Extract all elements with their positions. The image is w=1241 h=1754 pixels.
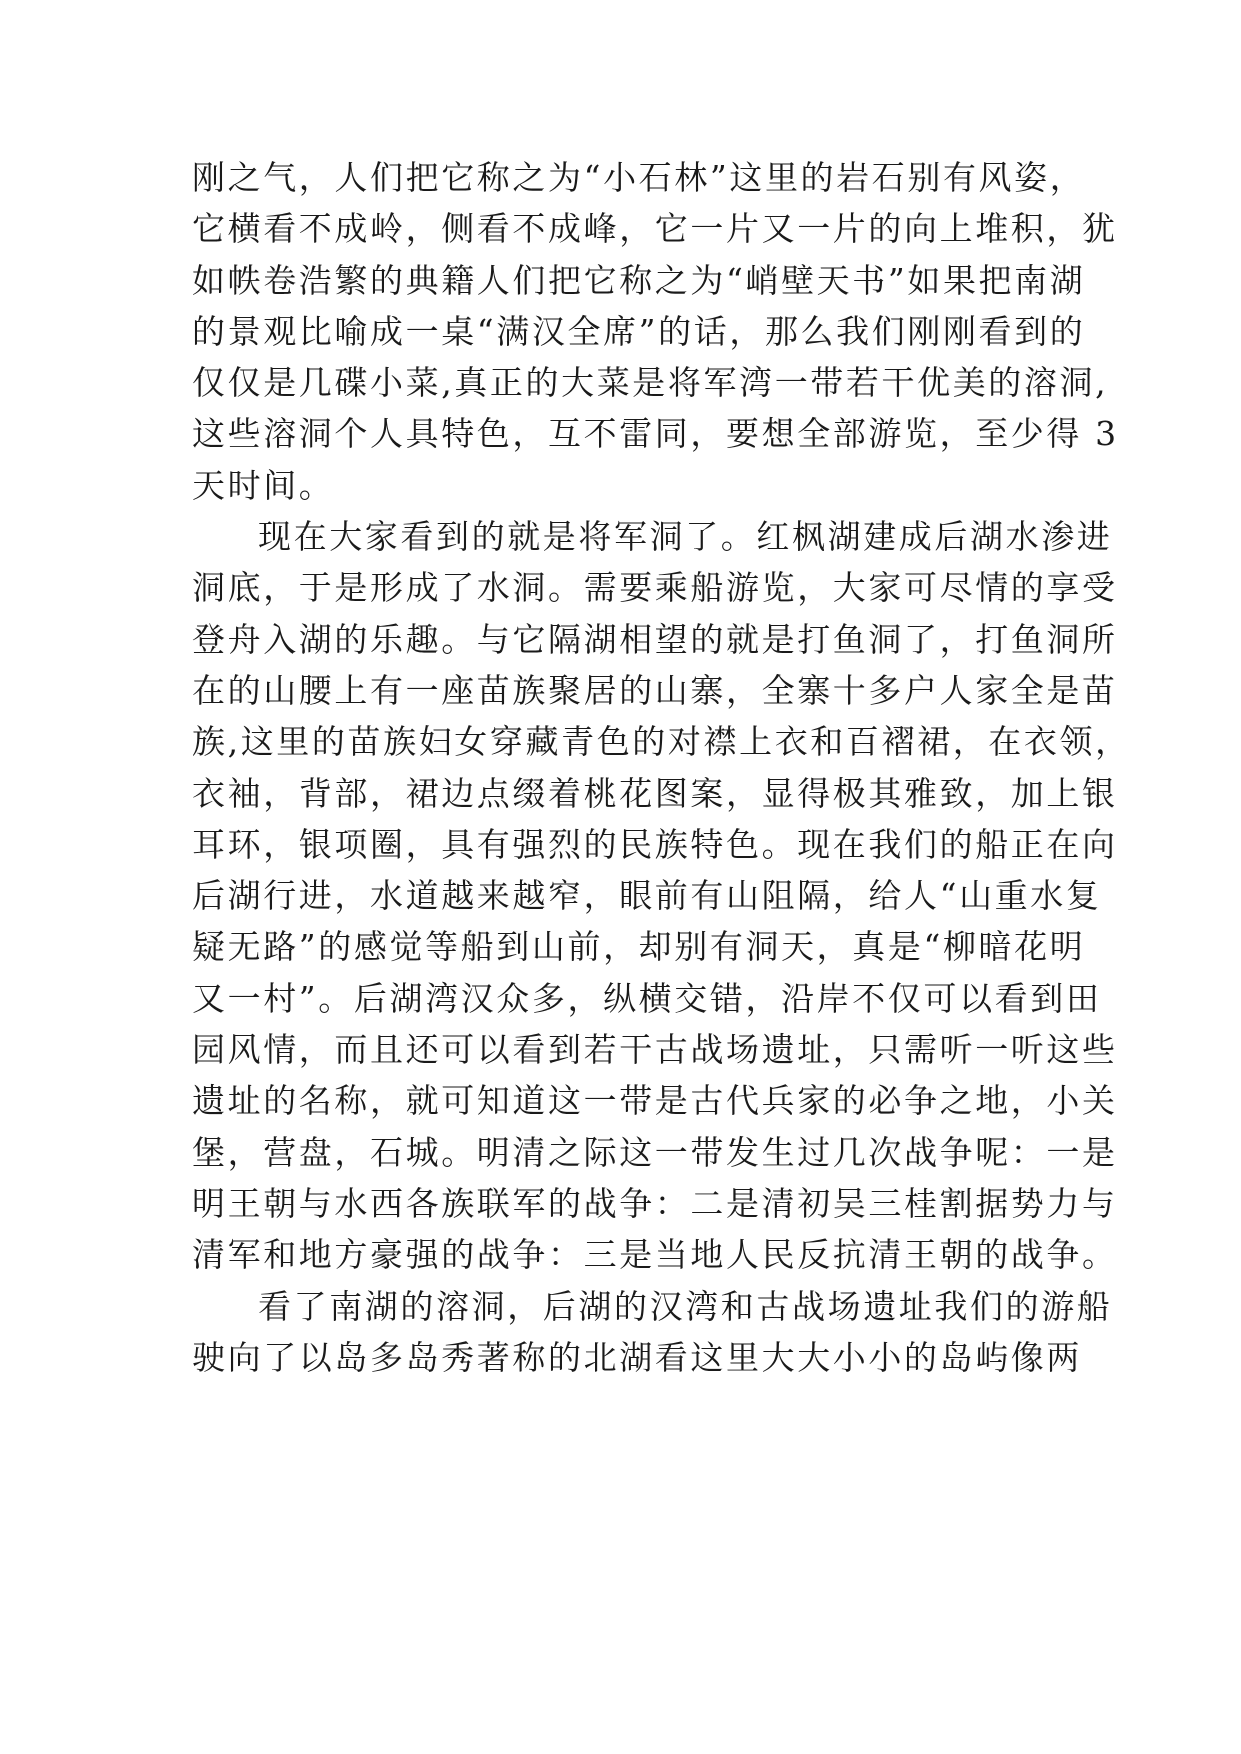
text-line: 仅仅是几碟小菜,真正的大菜是将军湾一带若干优美的溶洞,	[192, 363, 1109, 403]
document-body	[192, 152, 1131, 1383]
text-line: 天时间。	[192, 465, 335, 505]
text-line: 堡，营盘，石城。明清之际这一带发生过几次战争呢：一是	[192, 1132, 1118, 1172]
text-line: 现在大家看到的就是将军洞了。红枫湖建成后湖水渗进	[258, 517, 1113, 557]
text-line: 园风情，而且还可以看到若干古战场遗址，只需听一听这些	[192, 1030, 1118, 1070]
text-line: 疑无路”的感觉等船到山前，却别有洞天，真是“柳暗花明	[192, 927, 1086, 967]
text-line: 在的山腰上有一座苗族聚居的山寨，全寨十多户人家全是苗	[192, 670, 1118, 710]
text-line: 又一村”。后湖湾汉众多，纵横交错，沿岸不仅可以看到田	[192, 978, 1102, 1018]
paragraph-2	[192, 511, 1131, 1280]
text-line: 的景观比喻成一桌“满汉全席”的话，那么我们刚刚看到的	[192, 311, 1086, 351]
text-line: 它横看不成岭，侧看不成峰，它一片又一片的向上堆积，犹	[192, 209, 1118, 249]
text-line: 遗址的名称，就可知道这一带是古代兵家的必争之地，小关	[192, 1081, 1118, 1121]
text-line: 清军和地方豪强的战争：三是当地人民反抗清王朝的战争。	[192, 1235, 1118, 1275]
paragraph-1	[192, 152, 1119, 511]
text-line: 洞底，于是形成了水洞。需要乘船游览，大家可尽情的享受	[192, 568, 1118, 608]
text-line: 衣袖，背部，裙边点缀着桃花图案，显得极其雅致，加上银	[192, 773, 1118, 813]
text-line: 登舟入湖的乐趣。与它隔湖相望的就是打鱼洞了，打鱼洞所	[192, 619, 1118, 659]
text-line: 如帙卷浩繁的典籍人们把它称之为“峭壁天书”如果把南湖	[192, 260, 1086, 300]
text-line: 后湖行进，水道越来越窄，眼前有山阻隔，给人“山重水复	[192, 876, 1102, 916]
text-line: 族,这里的苗族妇女穿藏青色的对襟上衣和百褶裙，在衣领，	[192, 722, 1131, 762]
text-line: 看了南湖的溶洞，后湖的汉湾和古战场遗址我们的游船	[258, 1286, 1113, 1326]
text-line: 驶向了以岛多岛秀著称的北湖看这里大大小小的岛屿像两	[192, 1337, 1082, 1377]
text-line: 明王朝与水西各族联军的战争：二是清初吴三桂割据势力与	[192, 1183, 1118, 1223]
text-line: 耳环，银项圈，具有强烈的民族特色。现在我们的船正在向	[192, 824, 1118, 864]
text-line: 刚之气，人们把它称之为“小石林”这里的岩石别有风姿，	[192, 158, 1086, 197]
paragraph-3	[192, 1281, 1113, 1384]
text-line: 这些溶洞个人具特色，互不雷同，要想全部游览，至少得 3	[192, 414, 1119, 454]
